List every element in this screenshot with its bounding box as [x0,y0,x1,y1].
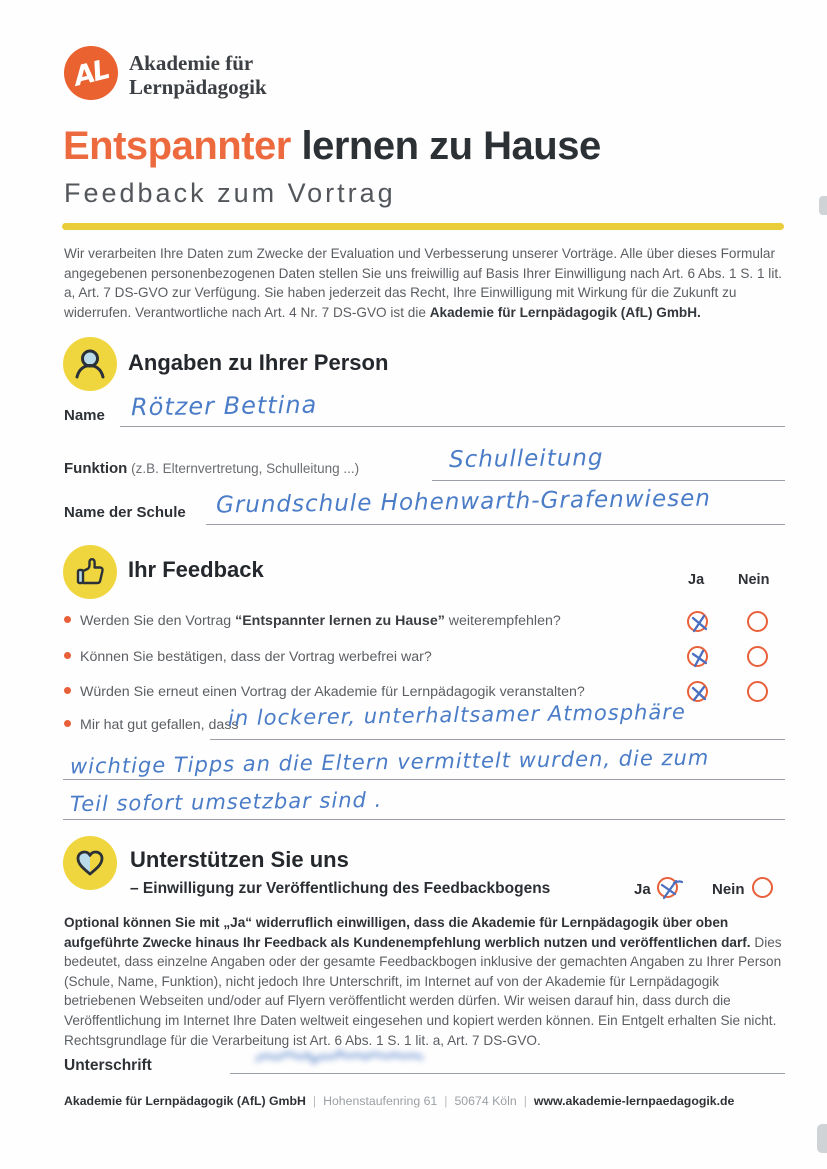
thumbs-up-icon [63,545,117,599]
privacy-paragraph [64,244,786,322]
consent-label: – Einwilligung zur Veröffentlichung des Feedbackbogens [130,880,551,897]
legal-text: Dies bedeutet, dass einzelne Angaben oder der gesamte Feedbackbogen inklusive der gemachten Angaben zu Ihrer Person (Schule, Name, Funktion), nicht jedoch Ihre Unterschrift, im Internet auf von der Akademie für Lernpädagogik betriebenen Webseiten und/oder auf Flyern veröffentlicht werden dürfen. Wir weisen darauf hin, dass durch die Veröffentlichung im Internet Ihre Daten weltweit eingesehen und kopiert werden können. Ein Entgelt erhalten Sie nicht. Rechtsgrundlage für die Verarbeitung ist Art. 6 Abs. 1 S. 1 lit. a, Art. 7 DS-GVO. [64,934,782,1048]
footer-company: Akademie für Lernpädagogik (AfL) GmbH [64,1094,306,1108]
question-1-bold: “Entspannter lernen zu Hause” [235,613,445,629]
yellow-divider [62,223,784,230]
heart-icon [63,836,117,890]
open-answer-line2[interactable]: wichtige Tipps an die Eltern vermittelt wurden, die zum [69,745,710,779]
scan-artifact-bottom [817,1124,827,1153]
question-1-nein-checkbox[interactable] [747,611,768,632]
consent-nein-label: Nein [712,881,745,898]
open-answer-rule1[interactable] [210,720,785,740]
question-2-pre: Können Sie bestätigen, dass der Vortrag werbefrei war? [80,649,432,665]
question-bullet [64,616,71,623]
footer-separator: | [444,1094,448,1108]
funktion-label-hint: (z.B. Elternvertretung, Schulleitung ...) [127,461,360,476]
signature-scribble [252,1042,452,1075]
footer [64,1094,734,1108]
signature-label: Unterschrift [64,1057,152,1074]
question-bullet [64,687,71,694]
footer-website: www.akademie-lernpaedagogik.de [533,1094,735,1108]
brand-name-line2: Lernpädagogik [129,75,267,99]
open-question-label-text: Mir hat gut gefallen, dass [80,717,239,733]
schule-field-value[interactable]: Grundschule Hohenwarth-Grafenwiesen [215,485,712,519]
open-answer-line1[interactable]: in lockerer, unterhaltsamer Atmosphäre [227,699,686,731]
footer-separator: | [523,1094,527,1108]
question-bullet [64,652,71,659]
question-3 [64,684,664,700]
question-3-pre: Würden Sie erneut einen Vortrag der Akademie für Lernpädagogik veranstalten? [80,684,585,700]
person-section-title: Angaben zu Ihrer Person [128,350,389,375]
footer-city: 50674 Köln [454,1094,517,1108]
legal-paragraph [64,913,788,1050]
privacy-text: Wir verarbeiten Ihre Daten zum Zwecke der Evaluation und Verbesserung unserer Vorträge. Alle über dieses Formular angegebenen personenbezogenen Daten stellen Sie uns freiwillig auf Basis Ihrer Einwilligung nach Art. 6 Abs. 1 S. 1 lit. a, Art. 7 DS-GVO zur Verfügung. Sie haben jederzeit das Recht, Ihre Einwilligung mit Wirkung für die Zukunft zu widerrufen. Verantwortliche nach Art. 4 Nr. 7 DS-GVO ist die [64,246,782,320]
question-2 [64,649,664,665]
page-title-highlight: Entspannter [63,124,291,168]
consent-nein-checkbox[interactable] [752,877,773,898]
question-3-ja-checkbox[interactable] [687,681,708,702]
page-subtitle: Feedback zum Vortrag [64,178,396,208]
question-1-post: weiterempfehlen? [444,613,561,629]
footer-address: Hohenstaufenring 61 [323,1094,438,1108]
funktion-field-label [64,460,359,477]
question-3-nein-checkbox[interactable] [747,681,768,702]
consent-ja-label: Ja [634,881,651,898]
logo-monogram: AL [70,53,112,93]
funktion-field-value[interactable]: Schulleitung [448,444,604,474]
open-answer-rule2[interactable] [63,760,785,780]
name-field-value[interactable]: Rötzer Bettina [130,390,318,422]
question-bullet [64,720,71,727]
open-answer-rule3[interactable] [63,800,785,820]
feedback-section-title: Ihr Feedback [128,557,264,582]
funktion-label-text: Funktion [64,460,128,477]
column-header-nein: Nein [738,572,770,588]
question-2-nein-checkbox[interactable] [747,646,768,667]
person-icon [63,337,117,391]
scan-artifact-top [819,196,827,215]
name-field-label: Name [64,407,105,424]
question-1-ja-checkbox[interactable] [687,611,708,632]
brand-name-line1: Akademie für [129,51,254,75]
footer-separator: | [312,1094,317,1108]
question-1 [64,613,664,629]
brand-logo-icon [64,46,118,100]
privacy-text-bold: Akademie für Lernpädagogik (AfL) GmbH. [429,304,701,320]
legal-text-bold: Optional können Sie mit „Ja“ widerruflich einwilligen, dass die Akademie für Lernpädagogik über oben aufgeführte Zwecke hinaus Ihr Feedback als Kundenempfehlung werblich nutzen und veröffentlichen darf. [64,915,751,950]
question-2-ja-checkbox[interactable] [687,646,708,667]
open-answer-line3[interactable]: Teil sofort umsetzbar sind . [69,787,383,817]
page-title-rest: lernen zu Hause [290,124,601,168]
schule-field-label: Name der Schule [64,504,186,521]
consent-ja-checkbox[interactable] [657,877,678,898]
question-1-pre: Werden Sie den Vortrag [80,613,236,629]
column-header-ja: Ja [688,572,705,588]
brand-name [129,51,267,99]
page-title [63,124,601,169]
support-section-title: Unterstützen Sie uns [130,847,349,872]
